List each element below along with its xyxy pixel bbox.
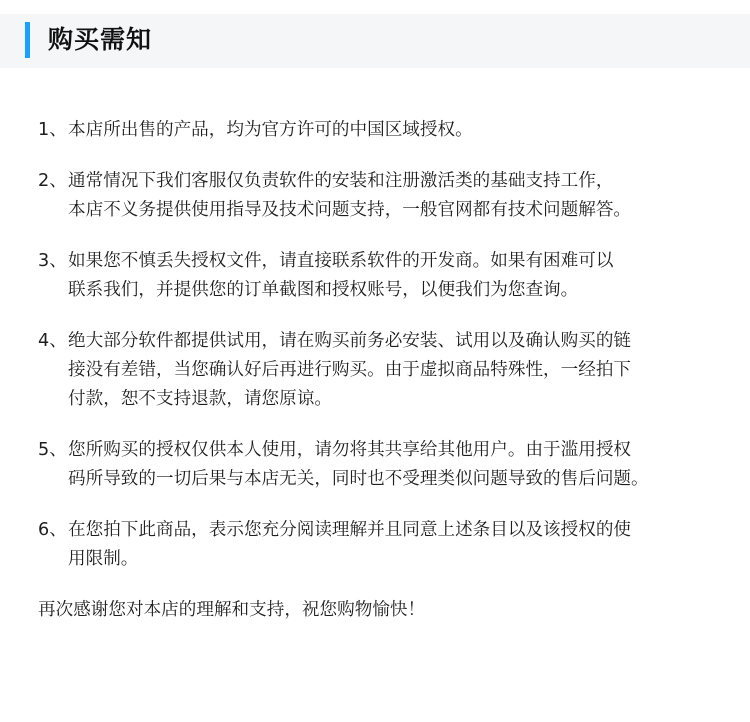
item-text-line: 本店所出售的产品，均为官方许可的中国区域授权。	[68, 120, 473, 140]
section-header	[0, 14, 750, 68]
closing-text: 再次感谢您对本店的理解和支持，祝您购物愉快！	[38, 600, 426, 620]
item-text-line: 在您拍下此商品，表示您充分阅读理解并且同意上述条目以及该授权的使	[68, 520, 632, 540]
item-text-line: 本店不义务提供使用指导及技术问题支持，一般官网都有技术问题解答。	[68, 200, 632, 220]
item-text-line: 接没有差错，当您确认好后再进行购买。由于虚拟商品特殊性，一经拍下	[68, 360, 632, 380]
item-text-line: 联系我们，并提供您的订单截图和授权账号，以便我们为您查询。	[68, 280, 579, 300]
item-text-line: 用限制。	[68, 549, 139, 569]
item-number: 3、	[38, 251, 67, 271]
item-number: 6、	[38, 520, 67, 540]
notice-item	[38, 167, 728, 225]
notice-content	[38, 116, 728, 625]
item-number: 1、	[38, 120, 67, 140]
item-text-line: 通常情况下我们客服仅负责软件的安装和注册激活类的基础支持工作，	[68, 171, 614, 191]
item-text-line: 如果您不慎丢失授权文件，请直接联系软件的开发商。如果有困难可以	[68, 251, 614, 271]
item-text-line: 绝大部分软件都提供试用，请在购买前务必安装、试用以及确认购买的链	[68, 331, 632, 351]
item-text-line: 码所导致的一切后果与本店无关，同时也不受理类似问题导致的售后问题。	[68, 469, 649, 489]
notice-item	[38, 116, 728, 145]
item-number: 4、	[38, 331, 67, 351]
notice-item	[38, 327, 728, 414]
page-title: 购买需知	[48, 25, 153, 54]
header-accent-bar	[25, 22, 30, 58]
notice-item	[38, 516, 728, 574]
notice-item	[38, 436, 728, 494]
item-text-line: 付款，恕不支持退款，请您原谅。	[68, 389, 332, 409]
item-number: 5、	[38, 440, 67, 460]
item-number: 2、	[38, 171, 67, 191]
notice-item	[38, 247, 728, 305]
item-text-line: 您所购买的授权仅供本人使用，请勿将其共享给其他用户。由于滥用授权	[68, 440, 632, 460]
